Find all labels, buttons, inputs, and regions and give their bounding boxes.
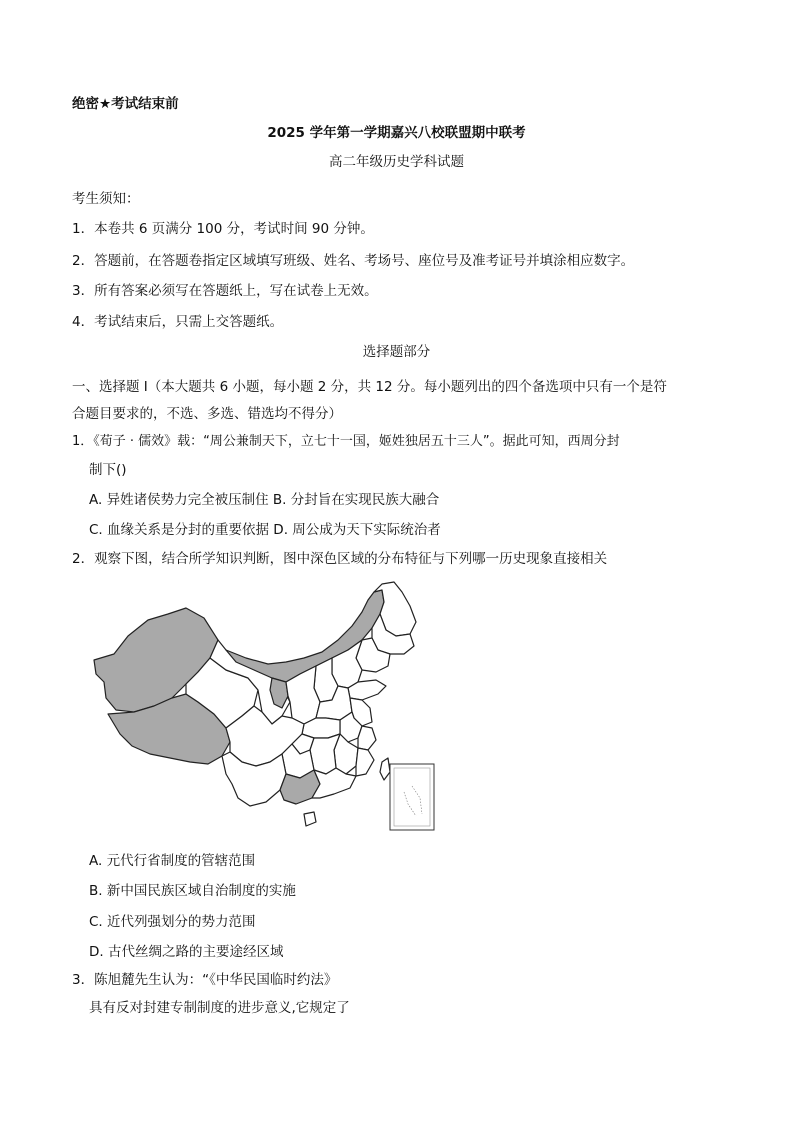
- question-2-stem: 2．观察下图，结合所学知识判断，图中深色区域的分布特征与下列哪一历史现象直接相关: [72, 551, 608, 567]
- exam-subtitle: 高二年级历史学科试题: [329, 154, 464, 170]
- notice-item: 3．所有答案必须写在答题纸上，写在试卷上无效。: [72, 283, 378, 299]
- region-fujian: [356, 748, 374, 776]
- question-1-stem: 制下(): [89, 462, 127, 478]
- section-instructions: 合题目要求的，不选、多选、错选均不得分）: [72, 406, 342, 422]
- question-2-option: A. 元代行省制度的管辖范围: [89, 853, 256, 869]
- question-3-stem: 具有反对封建专制制度的进步意义,它规定了: [89, 1000, 350, 1016]
- question-1-options: C. 血缘关系是分封的重要依据 D. 周公成为天下实际统治者: [89, 522, 441, 538]
- region-zhejiang: [358, 726, 376, 750]
- region-hainan: [304, 812, 316, 826]
- question-2-option: D. 古代丝绸之路的主要途经区域: [89, 944, 284, 960]
- question-1-stem: 1．《荀子 · 儒效》载：“周公兼制天下，立七十一国，姬姓独居五十三人”。据此可知，西周分封: [72, 434, 620, 449]
- secret-label: 绝密★考试结束前: [72, 96, 179, 112]
- question-2-option: B. 新中国民族区域自治制度的实施: [89, 883, 296, 899]
- notice-heading: 考生须知：: [72, 191, 140, 207]
- exam-title: 2025 学年第一学期嘉兴八校联盟期中联考: [267, 125, 526, 141]
- china-map-figure: [86, 578, 436, 840]
- question-2-option: C. 近代列强划分的势力范围: [89, 914, 256, 930]
- south-sea-inset: [390, 764, 434, 830]
- notice-item: 2．答题前，在答题卷指定区域填写班级、姓名、考场号、座位号及准考证号并填涂相应数字。: [72, 253, 635, 269]
- question-3-stem: 3．陈旭麓先生认为：“《中华民国临时约法》: [72, 972, 338, 988]
- section-instructions: 一、选择题 I（本大题共 6 小题，每小题 2 分，共 12 分。每小题列出的四个备选项中只有一个是符: [72, 379, 667, 395]
- section-title: 选择题部分: [362, 344, 431, 360]
- notice-item: 4．考试结束后，只需上交答题纸。: [72, 314, 284, 330]
- question-1-options: A. 异姓诸侯势力完全被压制住 B. 分封旨在实现民族大融合: [89, 492, 440, 508]
- region-taiwan: [380, 758, 390, 780]
- notice-item: 1．本卷共 6 页满分 100 分，考试时间 90 分钟。: [72, 221, 374, 237]
